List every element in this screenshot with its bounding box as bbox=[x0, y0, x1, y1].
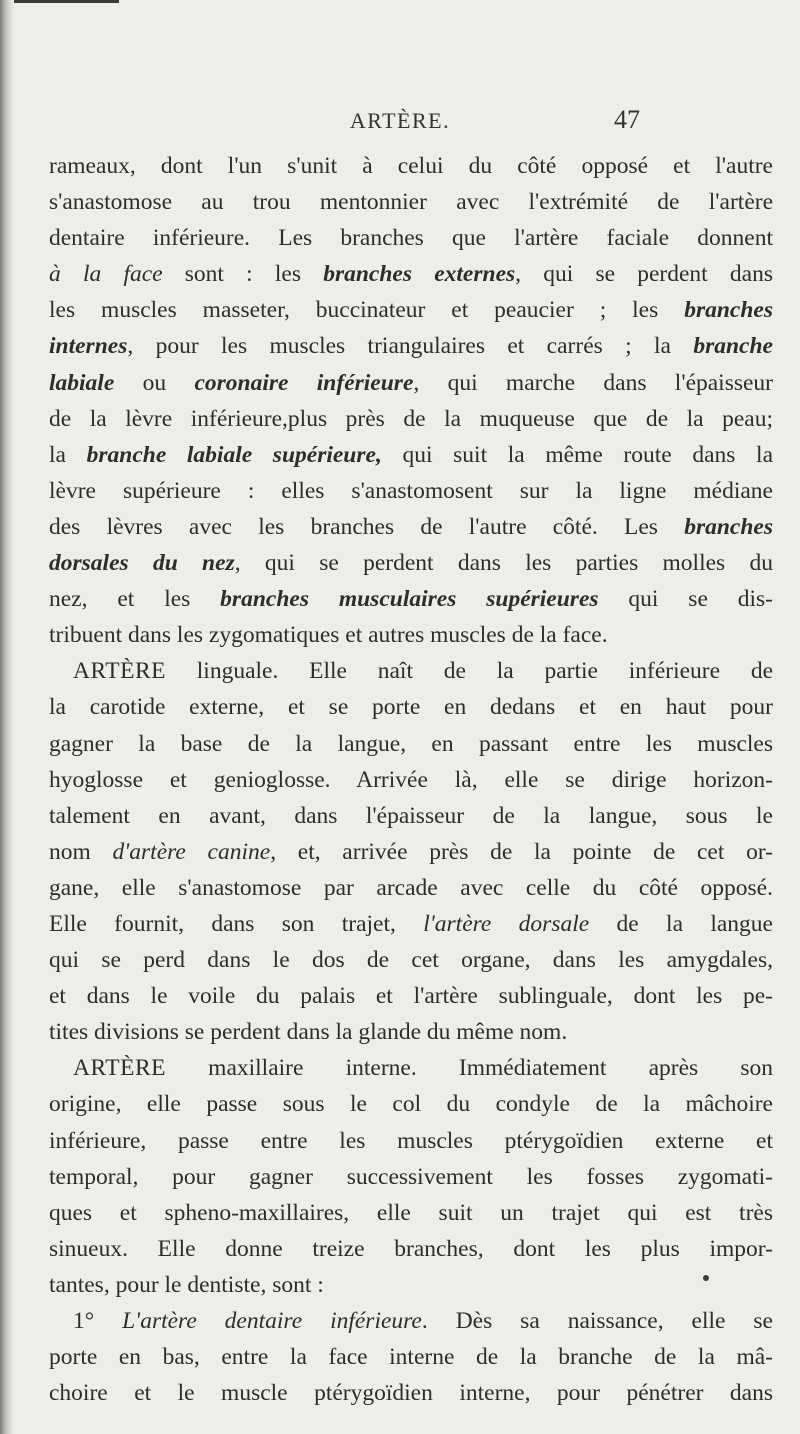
text-run: rameaux, dont l'un s'unit à celui du côté opposé et l'autre bbox=[49, 153, 773, 179]
emphasis-run: à la face bbox=[49, 261, 163, 288]
emphasis-run: branche labiale supérieure, bbox=[86, 441, 382, 468]
text-run: linguale. Elle naît de la partie inférieure de bbox=[165, 658, 773, 685]
text-run: qui se dis- bbox=[598, 586, 773, 613]
text-run: origine, elle passe sous le col du condyle de la mâchoire bbox=[49, 1091, 773, 1118]
text-line bbox=[16, 1267, 773, 1303]
text-line bbox=[16, 1303, 773, 1339]
text-line bbox=[16, 509, 773, 545]
emphasis-run: branches externes bbox=[323, 261, 516, 288]
text-run: sinueux. Elle donne treize branches, dont les plus impor- bbox=[49, 1235, 773, 1262]
emphasis-run: branche bbox=[693, 333, 773, 360]
text-run: des lèvres avec les branches de l'autre côté. Les bbox=[49, 513, 685, 540]
text-run: ou bbox=[114, 369, 195, 396]
text-run: les muscles masseter, buccinateur et peaucier ; les bbox=[49, 297, 685, 324]
text-run: nom bbox=[49, 838, 113, 865]
text-run: qui suit la même route dans la bbox=[381, 441, 773, 468]
text-run: temporal, pour gagner successivement les fosses zygomati- bbox=[49, 1163, 773, 1190]
binding-shadow bbox=[0, 0, 14, 1434]
text-line bbox=[16, 256, 773, 292]
emphasis-run: l'artère dorsale bbox=[423, 910, 590, 937]
text-run: tantes, pour le dentiste, sont : bbox=[49, 1271, 324, 1298]
text-line bbox=[16, 653, 773, 689]
emphasis-run: d'artère canine bbox=[112, 838, 271, 865]
text-line bbox=[16, 1123, 773, 1159]
text-line bbox=[16, 401, 773, 437]
text-line bbox=[16, 1195, 773, 1231]
text-run: , et, arrivée près de la pointe de cet or- bbox=[270, 838, 774, 865]
top-rule bbox=[14, 0, 119, 3]
emphasis-run: coronaire inférieure bbox=[194, 369, 414, 396]
text-run: gagner la base de la langue, en passant entre les muscles bbox=[49, 730, 773, 757]
text-run: , qui marche dans l'épaisseur bbox=[413, 369, 774, 396]
text-line bbox=[16, 1375, 773, 1411]
text-line bbox=[16, 1050, 773, 1086]
body-text bbox=[16, 148, 773, 1411]
running-head bbox=[0, 105, 800, 140]
text-run: Elle fournit, dans son trajet, bbox=[49, 910, 424, 937]
running-title: ARTÈRE. bbox=[349, 108, 451, 133]
text-run: choire et le muscle ptérygoïdien interne, pour pénétrer dans bbox=[49, 1380, 773, 1407]
text-run: talement en avant, dans l'épaisseur de la langue, sous le bbox=[49, 802, 773, 829]
text-run: la carotide externe, et se porte en dedans et en haut pour bbox=[49, 694, 773, 721]
text-line bbox=[16, 1086, 773, 1122]
emphasis-run: branches bbox=[684, 513, 773, 540]
text-line bbox=[16, 870, 773, 906]
text-line bbox=[16, 581, 773, 617]
section-heading: ARTÈRE bbox=[73, 658, 166, 685]
text-run: hyoglosse et genioglosse. Arrivée là, elle se dirige horizon- bbox=[49, 766, 773, 793]
text-line bbox=[16, 942, 773, 978]
text-line bbox=[16, 1014, 773, 1050]
text-run: s'anastomose au trou mentonnier avec l'extrémité de l'artère bbox=[49, 189, 773, 216]
text-run: de la langue bbox=[589, 910, 773, 937]
text-line bbox=[16, 798, 773, 834]
text-run: , pour les muscles triangulaires et carrés ; la bbox=[127, 333, 694, 360]
emphasis-run: dorsales du nez bbox=[49, 550, 235, 577]
text-line bbox=[16, 906, 773, 942]
text-line bbox=[16, 184, 773, 220]
emphasis-run: L'artère dentaire inférieure bbox=[122, 1308, 422, 1334]
text-run: qui se perd dans le dos de cet organe, dans les amygdales, bbox=[49, 947, 773, 974]
page-number: 47 bbox=[614, 105, 640, 134]
text-line bbox=[16, 1231, 773, 1267]
text-run: dentaire inférieure. Les branches que l'artère faciale donnent bbox=[49, 225, 773, 252]
text-run: 1° bbox=[73, 1308, 123, 1334]
text-line bbox=[16, 220, 773, 256]
text-line bbox=[16, 365, 773, 401]
text-line bbox=[16, 1159, 773, 1195]
text-line bbox=[16, 689, 773, 725]
text-run: maxillaire interne. Immédiatement après son bbox=[165, 1055, 773, 1082]
emphasis-run: branches bbox=[684, 297, 773, 324]
text-line bbox=[16, 1339, 773, 1375]
ink-speck bbox=[703, 1275, 709, 1281]
text-run: . Dès sa naissance, elle se bbox=[421, 1308, 773, 1334]
text-run: ques et spheno-maxillaires, elle suit un trajet qui est très bbox=[49, 1199, 773, 1226]
emphasis-run: branches musculaires supérieures bbox=[220, 586, 599, 613]
text-line bbox=[16, 328, 773, 364]
text-run: inférieure, passe entre les muscles ptérygoïdien externe et bbox=[49, 1127, 773, 1154]
emphasis-run: internes bbox=[49, 333, 128, 360]
text-run: , qui se perdent dans bbox=[515, 261, 773, 288]
text-run: , qui se perdent dans les parties molles du bbox=[234, 550, 773, 577]
text-run: tribuent dans les zygomatiques et autres muscles de la face. bbox=[49, 622, 608, 649]
section-heading: ARTÈRE bbox=[73, 1055, 166, 1082]
text-run: porte en bas, entre la face interne de la branche de la mâ- bbox=[49, 1344, 773, 1371]
text-line bbox=[16, 617, 773, 653]
text-line bbox=[16, 545, 773, 581]
text-line bbox=[16, 726, 773, 762]
text-line bbox=[16, 978, 773, 1014]
text-line bbox=[16, 473, 773, 509]
text-run: sont : les bbox=[162, 261, 324, 288]
text-run: lèvre supérieure : elles s'anastomosent sur la ligne médiane bbox=[49, 477, 773, 504]
text-run: tites divisions se perdent dans la glande du même nom. bbox=[49, 1019, 568, 1046]
text-line bbox=[16, 148, 773, 184]
text-line bbox=[16, 762, 773, 798]
text-run: nez, et les bbox=[49, 586, 221, 613]
text-run: de la lèvre inférieure,plus près de la muqueuse que de la peau; bbox=[49, 405, 773, 432]
text-run: gane, elle s'anastomose par arcade avec celle du côté opposé. bbox=[49, 874, 773, 901]
text-run: et dans le voile du palais et l'artère sublinguale, dont les pe- bbox=[49, 983, 773, 1010]
text-run: la bbox=[49, 441, 87, 468]
text-line bbox=[16, 834, 773, 870]
emphasis-run: labiale bbox=[49, 369, 115, 396]
text-line bbox=[16, 292, 773, 328]
text-line bbox=[16, 437, 773, 473]
